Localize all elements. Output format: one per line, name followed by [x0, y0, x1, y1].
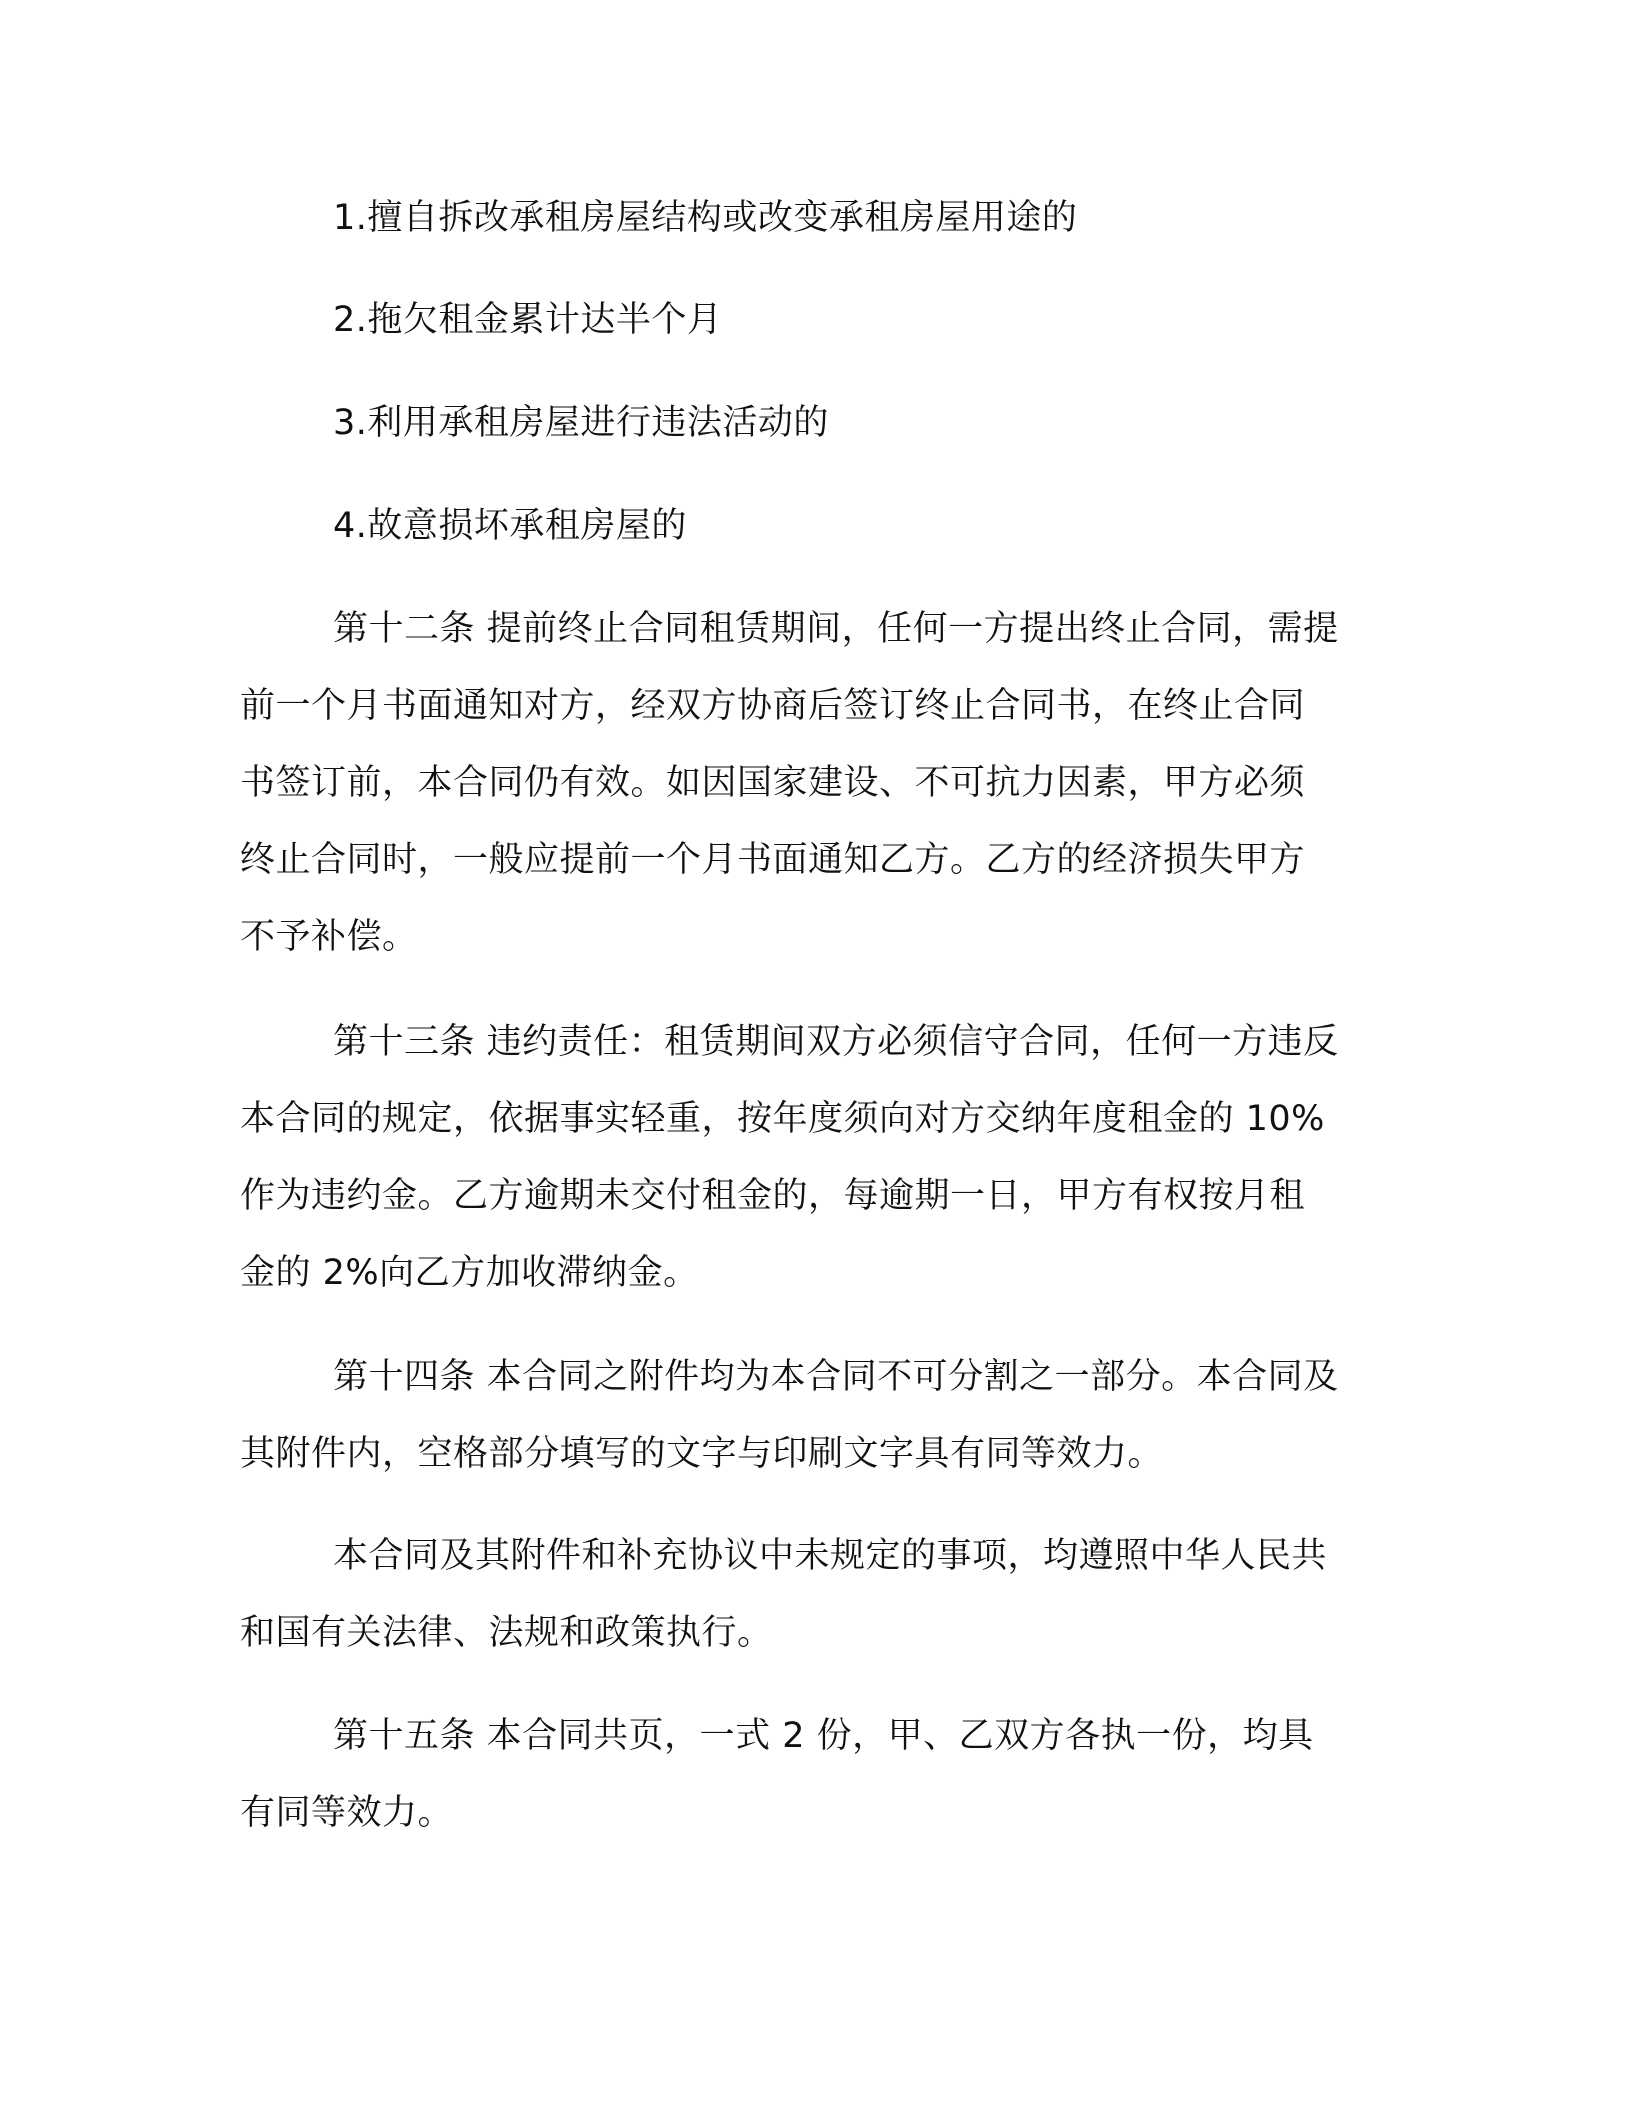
termination-condition-1: 1.擅自拆改承租房屋结构或改变承租房屋用途的 — [333, 198, 1078, 238]
paragraph-line: 第十二条 提前终止合同租赁期间，任何一方提出终止合同，需提 — [333, 609, 1339, 649]
paragraph-line: 第十三条 违约责任：租赁期间双方必须信守合同，任何一方违反 — [333, 1022, 1339, 1062]
article-15-copies — [240, 1712, 1385, 1866]
paragraph-line: 终止合同时，一般应提前一个月书面通知乙方。乙方的经济损失甲方 — [240, 840, 1306, 880]
article-13-liability — [240, 1018, 1385, 1326]
article-12-early-termination — [240, 605, 1385, 990]
termination-condition-4: 4.故意损坏承租房屋的 — [333, 506, 687, 546]
paragraph-line: 书签订前，本合同仍有效。如因国家建设、不可抗力因素，甲方必须 — [240, 763, 1306, 803]
paragraph-line: 第十五条 本合同共页，一式 2 份，甲、乙双方各执一份，均具 — [333, 1716, 1314, 1756]
paragraph-line: 和国有关法律、法规和政策执行。 — [240, 1613, 773, 1653]
paragraph-line: 前一个月书面通知对方，经双方协商后签订终止合同书，在终止合同 — [240, 686, 1306, 726]
article-14-attachments — [240, 1353, 1385, 1507]
paragraph-line: 第十四条 本合同之附件均为本合同不可分割之一部分。本合同及 — [333, 1357, 1339, 1397]
paragraph-line: 有同等效力。 — [240, 1793, 454, 1833]
paragraph-line: 其附件内，空格部分填写的文字与印刷文字具有同等效力。 — [240, 1434, 1164, 1474]
paragraph-line: 不予补偿。 — [240, 917, 418, 957]
paragraph-line: 金的 2%向乙方加收滞纳金。 — [240, 1253, 699, 1293]
paragraph-line: 本合同的规定，依据事实轻重，按年度须向对方交纳年度租金的 10% — [240, 1099, 1325, 1139]
supplement-clause — [240, 1532, 1385, 1686]
termination-condition-2: 2.拖欠租金累计达半个月 — [333, 300, 723, 340]
paragraph-line: 本合同及其附件和补充协议中未规定的事项，均遵照中华人民共 — [333, 1536, 1328, 1576]
termination-condition-3: 3.利用承租房屋进行违法活动的 — [333, 403, 829, 443]
paragraph-line: 作为违约金。乙方逾期未交付租金的，每逾期一日，甲方有权按月租 — [240, 1176, 1306, 1216]
